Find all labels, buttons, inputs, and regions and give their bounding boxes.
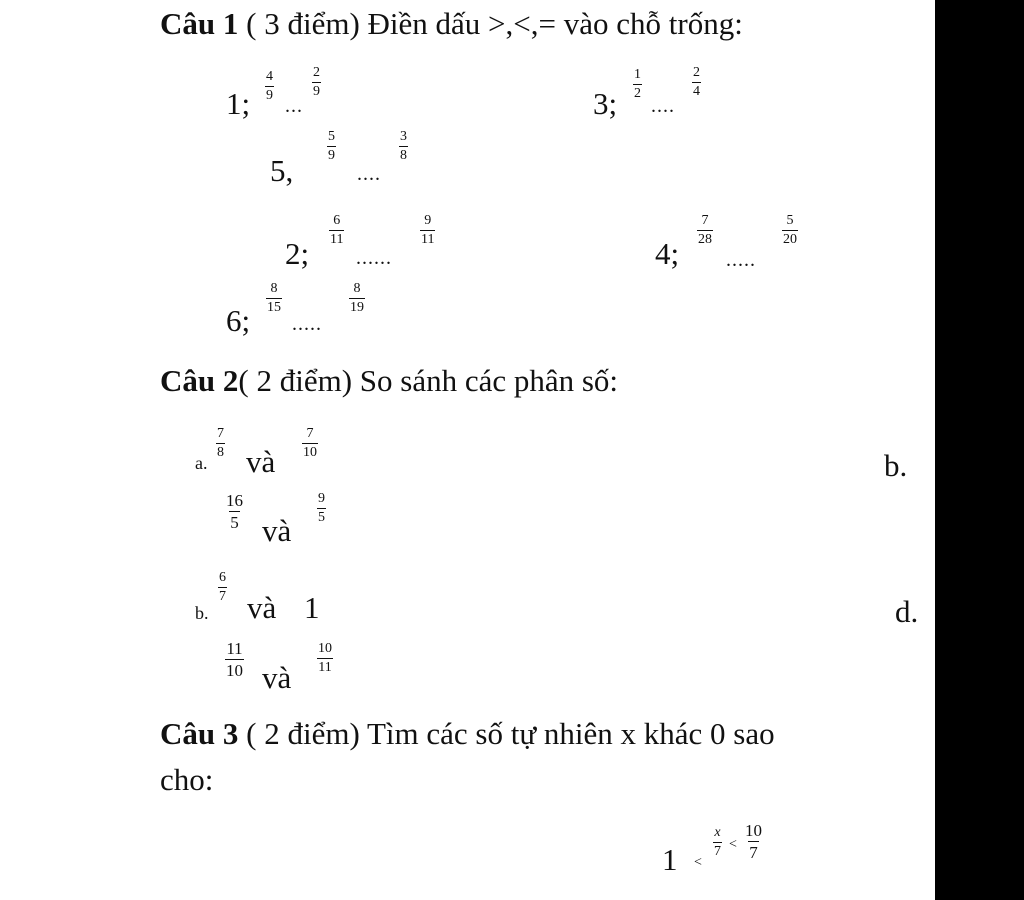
denominator: 8 bbox=[400, 148, 407, 163]
q1-item-label: 2; bbox=[285, 236, 310, 271]
fraction bbox=[744, 822, 763, 861]
denominator: 7 bbox=[714, 844, 721, 859]
denominator: 10 bbox=[303, 445, 317, 460]
numerator: 6 bbox=[219, 570, 226, 585]
fraction bbox=[302, 427, 318, 460]
black-side-panel bbox=[935, 0, 1024, 900]
fraction bbox=[329, 214, 344, 247]
q2-instruction: ( 2 điểm) So sánh các phân số: bbox=[238, 363, 619, 398]
fraction bbox=[713, 826, 722, 859]
q3-title: Câu 3 bbox=[160, 716, 239, 751]
less-than-sign: < bbox=[694, 855, 702, 870]
blank-dots: ..... bbox=[292, 313, 322, 335]
fraction bbox=[782, 214, 798, 247]
numerator: 8 bbox=[270, 281, 278, 296]
denominator: 10 bbox=[226, 661, 243, 680]
denominator: 11 bbox=[318, 660, 332, 675]
denominator: 20 bbox=[783, 232, 797, 247]
denominator: 9 bbox=[266, 88, 273, 103]
numerator: x bbox=[714, 825, 721, 840]
numerator: 5 bbox=[328, 129, 335, 144]
fraction bbox=[317, 642, 333, 675]
fraction bbox=[317, 492, 326, 525]
q1-item-label: 5, bbox=[270, 153, 294, 188]
fraction bbox=[265, 70, 274, 103]
fraction bbox=[266, 282, 282, 315]
connector-va: và bbox=[247, 590, 277, 625]
blank-dots: .... bbox=[651, 95, 675, 117]
denominator: 8 bbox=[217, 445, 224, 460]
q1-item-label: 3; bbox=[593, 86, 618, 121]
less-than-sign: < bbox=[729, 837, 737, 852]
q1-instruction: ( 3 điểm) Điền dấu >,<,= vào chỗ trống: bbox=[238, 6, 743, 41]
fraction bbox=[349, 282, 365, 315]
numerator: 8 bbox=[353, 281, 361, 296]
denominator: 9 bbox=[313, 84, 320, 99]
numerator: 6 bbox=[333, 213, 341, 228]
fraction bbox=[633, 68, 642, 101]
q1-item-label: 6; bbox=[226, 303, 251, 338]
numerator: 11 bbox=[226, 639, 243, 658]
numerator: 2 bbox=[313, 65, 320, 80]
q3-instruction: ( 2 điểm) Tìm các số tự nhiên x khác 0 sao bbox=[238, 716, 775, 751]
numerator: 3 bbox=[400, 129, 407, 144]
q3-heading-line2: cho: bbox=[160, 762, 214, 797]
q2-title: Câu 2 bbox=[160, 363, 239, 398]
fraction bbox=[216, 427, 225, 460]
fraction bbox=[399, 130, 408, 163]
blank-dots: .... bbox=[357, 163, 381, 185]
denominator: 9 bbox=[328, 148, 335, 163]
denominator: 11 bbox=[330, 232, 344, 247]
q1-heading bbox=[160, 6, 743, 42]
fraction bbox=[692, 66, 701, 99]
numerator: 7 bbox=[306, 426, 314, 441]
numerator: 5 bbox=[786, 213, 794, 228]
numerator: 10 bbox=[745, 821, 762, 840]
q1-item-label: 4; bbox=[655, 236, 680, 271]
fraction bbox=[697, 214, 713, 247]
fraction bbox=[327, 130, 336, 163]
numerator: 9 bbox=[424, 213, 432, 228]
fraction bbox=[225, 640, 244, 679]
q3-heading bbox=[160, 716, 775, 752]
expr-one: 1 bbox=[662, 842, 678, 877]
q1-item-label: 1; bbox=[226, 86, 251, 121]
denominator: 5 bbox=[318, 510, 325, 525]
denominator: 11 bbox=[421, 232, 435, 247]
connector-va: và bbox=[262, 660, 292, 695]
fraction bbox=[420, 214, 435, 247]
blank-dots: ... bbox=[285, 95, 303, 117]
numerator: 10 bbox=[318, 641, 332, 656]
blank-dots: ...... bbox=[356, 247, 392, 269]
denominator: 28 bbox=[698, 232, 712, 247]
fraction bbox=[312, 66, 321, 99]
q2-a-label: a. bbox=[195, 453, 208, 473]
q2-b-right-label: b. bbox=[884, 448, 908, 483]
fraction bbox=[225, 492, 244, 531]
q2-b-label: b. bbox=[195, 603, 209, 623]
q2-d-right-label: d. bbox=[895, 594, 919, 629]
denominator: 2 bbox=[634, 86, 641, 101]
numerator: 7 bbox=[701, 213, 709, 228]
numerator: 4 bbox=[266, 69, 273, 84]
q2-heading bbox=[160, 363, 618, 399]
denominator: 4 bbox=[693, 84, 700, 99]
blank-dots: ..... bbox=[726, 249, 756, 271]
denominator: 7 bbox=[219, 589, 226, 604]
connector-va: và bbox=[246, 444, 276, 479]
denominator: 7 bbox=[749, 843, 758, 862]
denominator: 5 bbox=[230, 513, 239, 532]
numerator: 9 bbox=[318, 491, 325, 506]
numerator: 2 bbox=[693, 65, 700, 80]
denominator: 15 bbox=[267, 300, 281, 315]
connector-va: và bbox=[262, 513, 292, 548]
numerator: 16 bbox=[226, 491, 243, 510]
q1-title: Câu 1 bbox=[160, 6, 239, 41]
q2-b-right-value: 1 bbox=[304, 590, 320, 625]
numerator: 1 bbox=[634, 67, 641, 82]
denominator: 19 bbox=[350, 300, 364, 315]
fraction bbox=[218, 571, 227, 604]
numerator: 7 bbox=[217, 426, 224, 441]
